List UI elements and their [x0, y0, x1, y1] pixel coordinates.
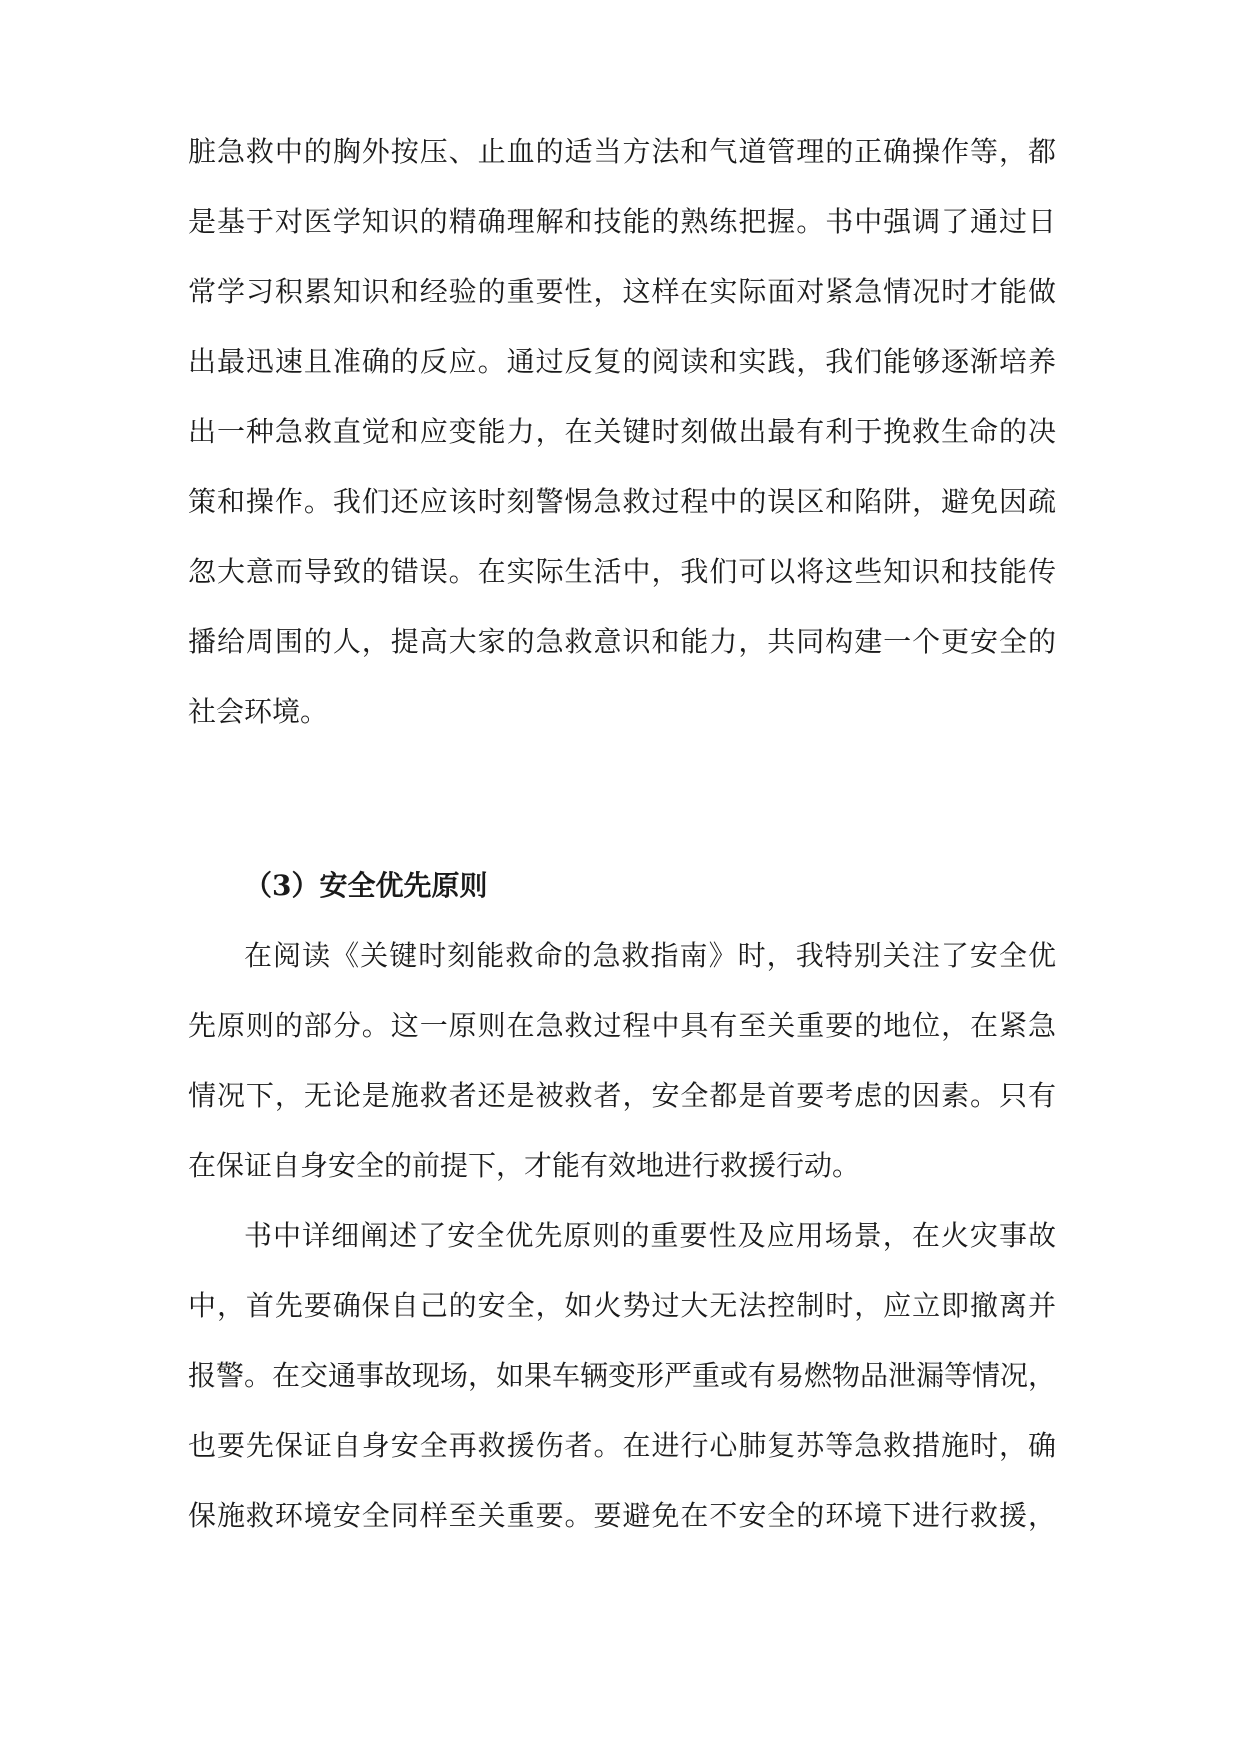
paragraph-3-line-4: 也要先保证自身安全再救援伤者。在进行心肺复苏等急救措施时，确 — [188, 1429, 1056, 1462]
paragraph-1-line-6: 策和操作。我们还应该时刻警惕急救过程中的误区和陷阱，避免因疏 — [188, 485, 1056, 518]
paragraph-1-line-1: 脏急救中的胸外按压、止血的适当方法和气道管理的正确操作等，都 — [188, 135, 1056, 168]
paragraph-3-line-2: 中，首先要确保自己的安全，如火势过大无法控制时，应立即撤离并 — [188, 1289, 1056, 1322]
paragraph-1-line-3: 常学习积累知识和经验的重要性，这样在实际面对紧急情况时才能做 — [188, 275, 1056, 308]
paragraph-2-line-2: 先原则的部分。这一原则在急救过程中具有至关重要的地位，在紧急 — [188, 1009, 1056, 1042]
paragraph-3-line-3: 报警。在交通事故现场，如果车辆变形严重或有易燃物品泄漏等情况， — [188, 1359, 1056, 1392]
paragraph-1-line-2: 是基于对医学知识的精确理解和技能的熟练把握。书中强调了通过日 — [188, 205, 1056, 238]
paragraph-3-line-1: 书中详细阐述了安全优先原则的重要性及应用场景，在火灾事故 — [244, 1219, 1056, 1252]
paragraph-1-line-5: 出一种急救直觉和应变能力，在关键时刻做出最有利于挽救生命的决 — [188, 415, 1056, 448]
paragraph-1-line-8: 播给周围的人，提高大家的急救意识和能力，共同构建一个更安全的 — [188, 625, 1056, 658]
paragraph-1-line-4: 出最迅速且准确的反应。通过反复的阅读和实践，我们能够逐渐培养 — [188, 345, 1056, 378]
paragraph-3-line-5: 保施救环境安全同样至关重要。要避免在不安全的环境下进行救援， — [188, 1499, 1056, 1532]
paragraph-1-line-9: 社会环境。 — [188, 695, 329, 728]
paragraph-1-line-7: 忽大意而导致的错误。在实际生活中，我们可以将这些知识和技能传 — [188, 555, 1056, 588]
paragraph-2-line-1: 在阅读《关键时刻能救命的急救指南》时，我特别关注了安全优 — [244, 939, 1056, 972]
section-heading: （3）安全优先原则 — [244, 869, 488, 902]
paragraph-2-line-3: 情况下，无论是施救者还是被救者，安全都是首要考虑的因素。只有 — [188, 1079, 1056, 1112]
paragraph-2-line-4: 在保证自身安全的前提下，才能有效地进行救援行动。 — [188, 1149, 861, 1182]
